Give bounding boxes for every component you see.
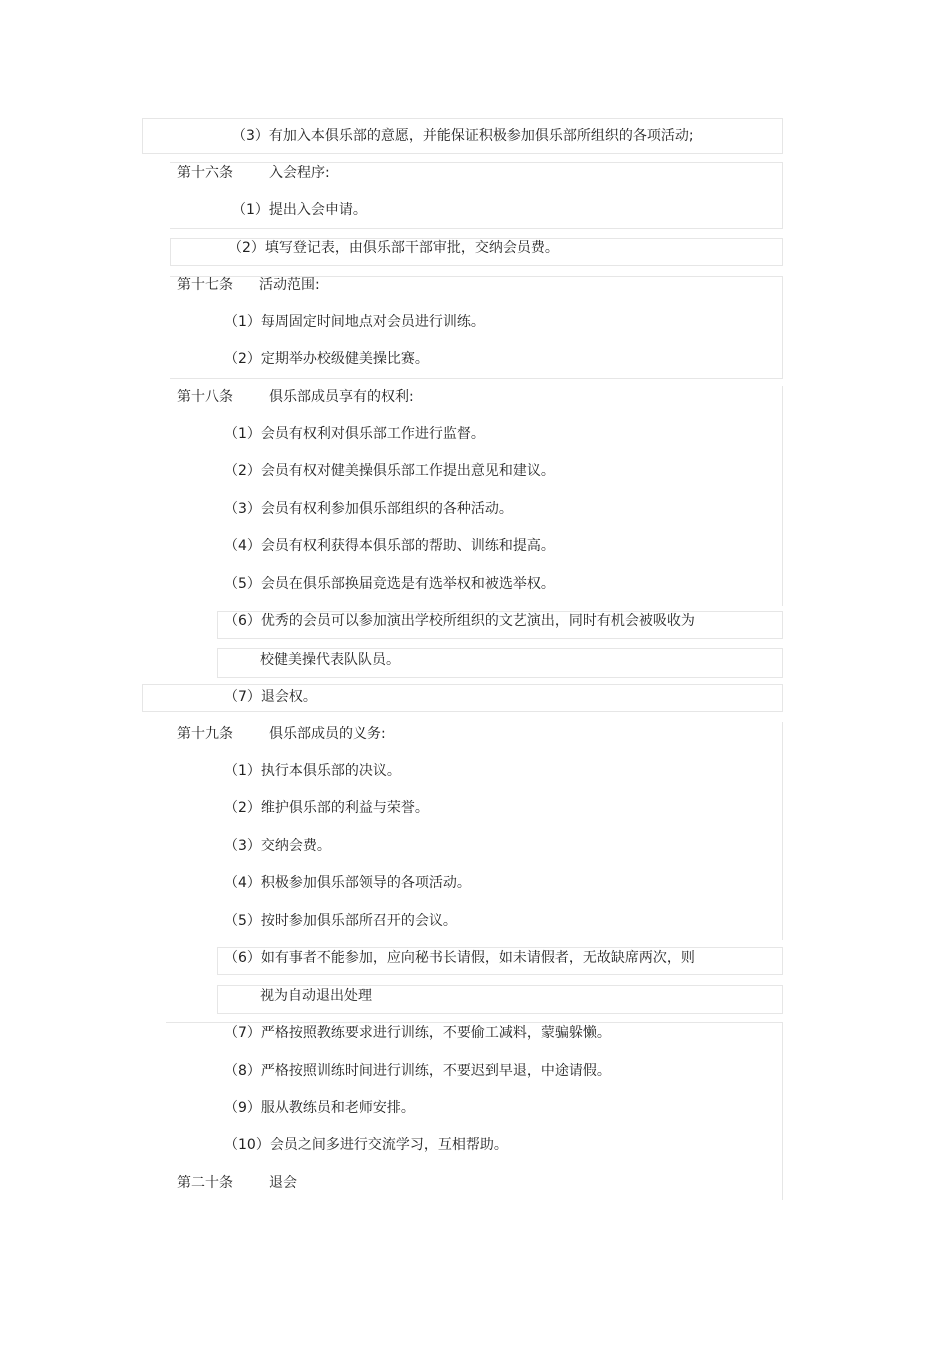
article-number: 第十八条 bbox=[177, 389, 233, 405]
article-title: 俱乐部成员的义务: bbox=[269, 726, 386, 742]
list-item: （3）交纳会费。 bbox=[224, 838, 331, 854]
article-title: 入会程序: bbox=[269, 165, 330, 181]
article-title: 退会 bbox=[269, 1175, 297, 1191]
article-19-heading bbox=[177, 724, 386, 744]
list-item: （7）严格按照教练要求进行训练，不要偷工减料，蒙骗躲懒。 bbox=[224, 1025, 611, 1041]
article-title: 俱乐部成员享有的权利: bbox=[269, 389, 414, 405]
list-item: （1）会员有权利对俱乐部工作进行监督。 bbox=[224, 426, 485, 442]
list-item: （3）会员有权利参加俱乐部组织的各种活动。 bbox=[224, 501, 513, 517]
article-title: 活动范围: bbox=[259, 277, 320, 293]
list-item: （4）会员有权利获得本俱乐部的帮助、训练和提高。 bbox=[224, 538, 555, 554]
list-item: （6）优秀的会员可以参加演出学校所组织的文艺演出，同时有机会被吸收为 bbox=[224, 613, 695, 629]
article-16-heading bbox=[177, 163, 330, 183]
list-item: （10）会员之间多进行交流学习，互相帮助。 bbox=[224, 1137, 508, 1153]
list-item: （1）每周固定时间地点对会员进行训练。 bbox=[224, 314, 485, 330]
list-item: （4）积极参加俱乐部领导的各项活动。 bbox=[224, 875, 471, 891]
article-number: 第十六条 bbox=[177, 165, 233, 181]
article-20-heading bbox=[177, 1173, 297, 1193]
article-number: 第十九条 bbox=[177, 726, 233, 742]
list-item: （1）提出入会申请。 bbox=[232, 202, 367, 218]
list-item: （1）执行本俱乐部的决议。 bbox=[224, 763, 401, 779]
list-item: （2）会员有权对健美操俱乐部工作提出意见和建议。 bbox=[224, 463, 555, 479]
article-17-heading bbox=[177, 275, 320, 295]
list-item: （2）维护俱乐部的利益与荣誉。 bbox=[224, 800, 429, 816]
list-item: （5）按时参加俱乐部所召开的会议。 bbox=[224, 913, 457, 929]
list-item: （8）严格按照训练时间进行训练，不要迟到早退，中途请假。 bbox=[224, 1063, 611, 1079]
list-item-continuation: 视为自动退出处理 bbox=[260, 988, 372, 1004]
article-number: 第十七条 bbox=[177, 277, 233, 293]
intro-item: （3）有加入本俱乐部的意愿，并能保证积极参加俱乐部所组织的各项活动; bbox=[232, 128, 694, 144]
list-item-continuation: 校健美操代表队队员。 bbox=[260, 652, 400, 668]
scan-frame bbox=[170, 386, 783, 606]
list-item: （7）退会权。 bbox=[224, 689, 317, 705]
article-number: 第二十条 bbox=[177, 1175, 233, 1191]
scan-frame bbox=[170, 722, 783, 940]
list-item: （2）定期举办校级健美操比赛。 bbox=[224, 351, 429, 367]
list-item: （5）会员在俱乐部换届竞选是有选举权和被选举权。 bbox=[224, 576, 555, 592]
list-item: （6）如有事者不能参加，应向秘书长请假，如未请假者，无故缺席两次，则 bbox=[224, 950, 695, 966]
article-18-heading bbox=[177, 387, 414, 407]
list-item: （2）填写登记表，由俱乐部干部审批，交纳会员费。 bbox=[228, 240, 559, 256]
list-item: （9）服从教练员和老师安排。 bbox=[224, 1100, 415, 1116]
